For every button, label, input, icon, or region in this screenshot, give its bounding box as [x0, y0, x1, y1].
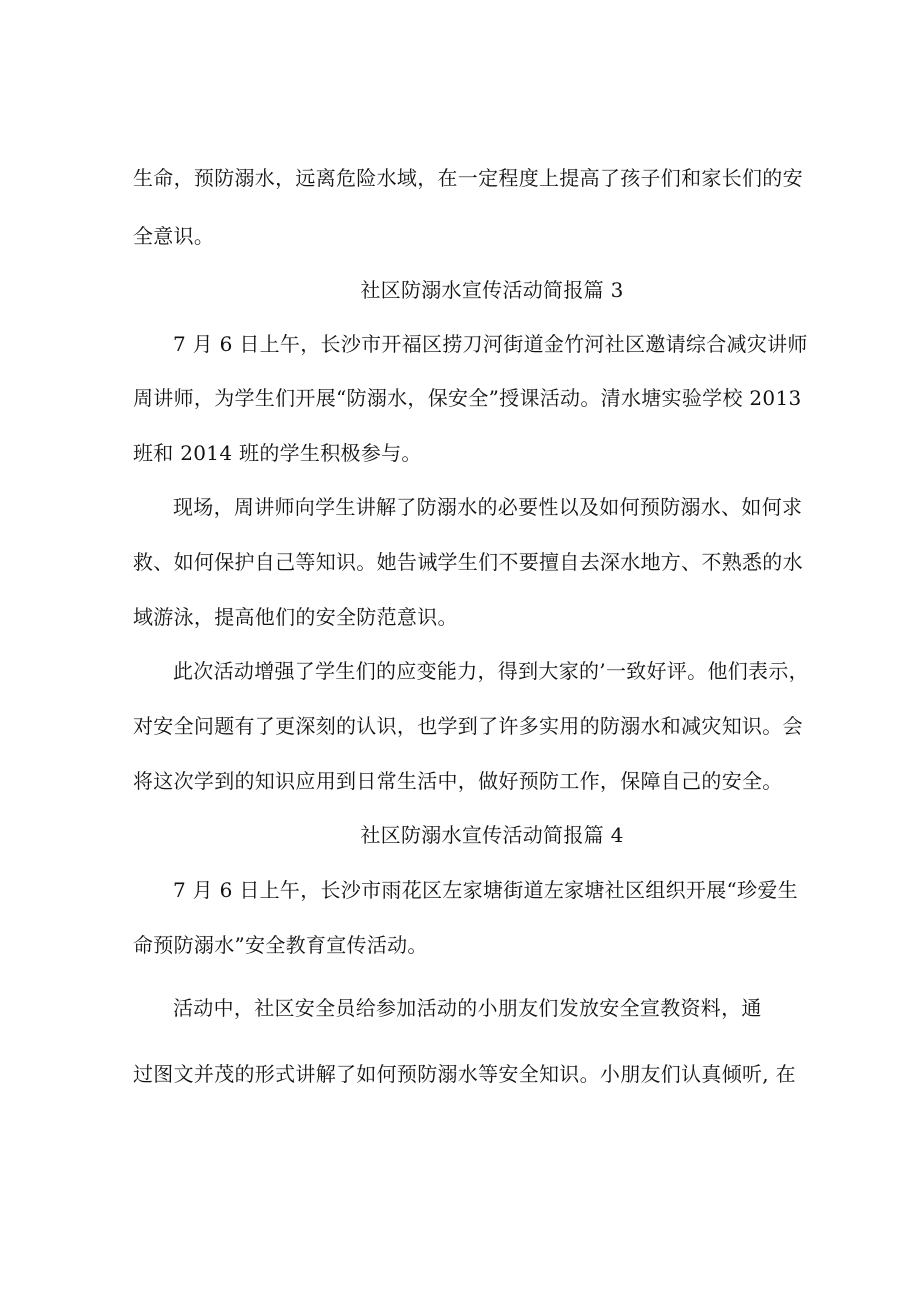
section3-p1-line-1: 7 月 6 日上午，长沙市开福区捞刀河街道金竹河社区邀请综合减灾讲师 — [173, 332, 808, 356]
section3-p2-line-3: 域游泳，提高他们的安全防范意识。 — [133, 605, 458, 629]
section3-p3-line-2: 对安全问题有了更深刻的认识，也学到了许多实用的防溺水和减灾知识。会 — [133, 714, 803, 738]
section3-p2-line-2: 救、如何保护自己等知识。她告诫学生们不要擅自去深水地方、不熟悉的水 — [133, 550, 803, 574]
section4-p1-line-1: 7 月 6 日上午，长沙市雨花区左家塘街道左家塘社区组织开展“珍爱生 — [173, 878, 798, 902]
section4-p1-line-2: 命预防溺水”安全教育宣传活动。 — [133, 933, 428, 957]
section3-p1-line-3: 班和 2014 班的学生积极参与。 — [133, 441, 422, 465]
section3-heading: 社区防溺水宣传活动简报篇 3 — [360, 278, 624, 302]
section4-p2-line-1: 活动中，社区安全员给参加活动的小朋友们发放安全宣教资料，通 — [173, 996, 762, 1020]
section3-p2-line-1: 现场，周讲师向学生讲解了防溺水的必要性以及如何预防溺水、如何求 — [173, 495, 803, 519]
section3-p1-line-2: 周讲师，为学生们开展“防溺水，保安全”授课活动。清水塘实验学校 2013 — [133, 386, 802, 410]
section3-p3-line-1: 此次活动增强了学生们的应变能力，得到大家的’一致好评。他们表示， — [173, 659, 809, 683]
intro-line-1: 生命，预防溺水，远离危险水域，在一定程度上提高了孩子们和家长们的安 — [133, 166, 803, 190]
section4-heading: 社区防溺水宣传活动简报篇 4 — [360, 823, 624, 847]
intro-line-2: 全意识。 — [133, 224, 215, 248]
section3-p3-line-3: 将这次学到的知识应用到日常生活中，做好预防工作，保障自己的安全。 — [133, 769, 783, 793]
section4-p2-line-2: 过图文并茂的形式讲解了如何预防溺水等安全知识。小朋友们认真倾听, 在 — [133, 1062, 796, 1086]
